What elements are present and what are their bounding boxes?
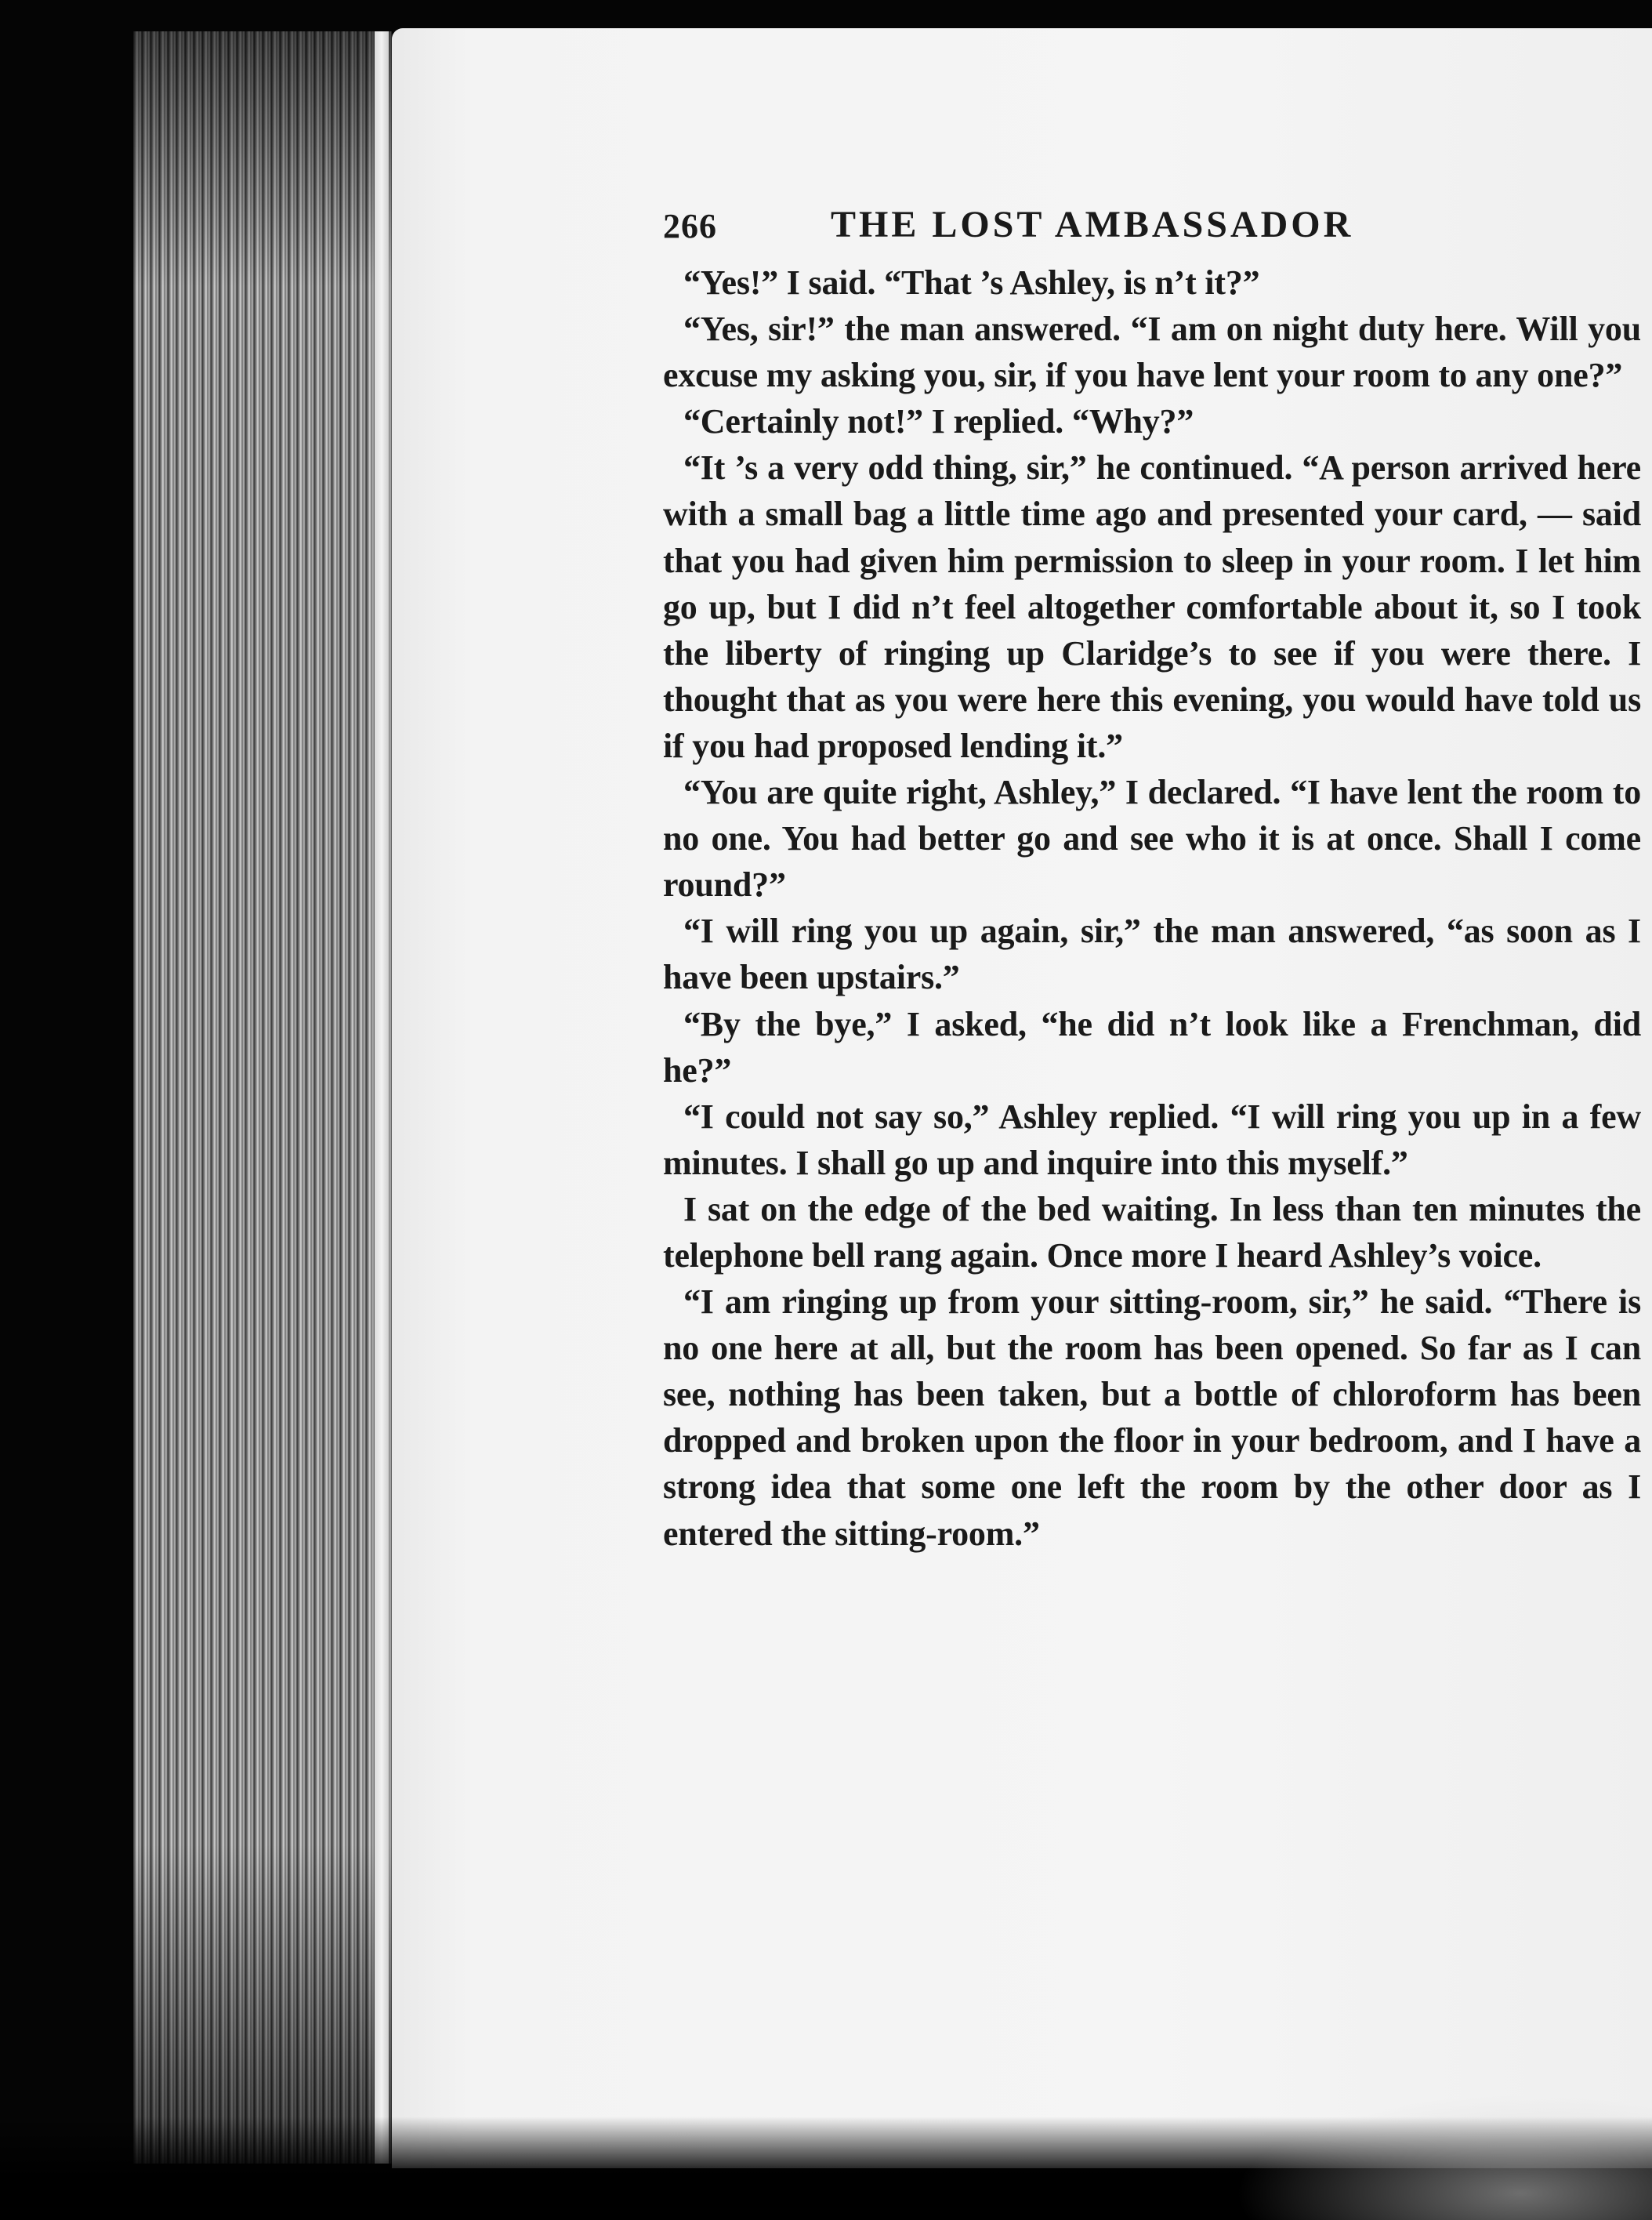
paragraph: “Yes!” I said. “That ’s Ashley, is n’t it?” [683, 263, 1260, 302]
running-head [663, 200, 1641, 259]
paragraph: “I will ring you up again, sir,” the man answered, “as soon as I have been upstairs.” [663, 912, 1641, 997]
paragraph: I sat on the edge of the bed waiting. In less than ten minutes the telephone bell rang again. Once more I heard Ashley’s voice. [663, 1189, 1641, 1275]
paragraph: “By the bye,” I asked, “he did n’t look like a Frenchman, did he?” [663, 1004, 1641, 1090]
paragraph: “Yes, sir!” the man answered. “I am on night duty here. Will you excuse my asking you, sir, if you have lent your room to any one?” [663, 310, 1641, 395]
page-text [663, 200, 1641, 1557]
page-number: 266 [663, 207, 717, 245]
page-edges [133, 31, 392, 2164]
paragraph: “Certainly not!” I replied. “Why?” [683, 402, 1194, 441]
paragraph: “It ’s a very odd thing, sir,” he continued. “A person arrived here with a small bag a little time ago and presented your card, — said that you had given him permission to sleep in your room. I let him go up, but I did n’t feel altogether comfortable about it, so I took the liberty of ringing up Claridge’s to see if you were there. I thought that as you were here this evening, you would have told us if you had proposed lending it.” [663, 448, 1641, 765]
paragraph: “I could not say so,” Ashley replied. “I will ring you up in a few minutes. I shall go up and inquire into this myself.” [663, 1097, 1641, 1182]
page-gutter [375, 31, 389, 2164]
running-title: THE LOST AMBASSADOR [831, 204, 1354, 245]
scan-artifact [1213, 2087, 1652, 2220]
paragraph: “I am ringing up from your sitting-room, sir,” he said. “There is no one here at all, but the room has been opened. So far as I can see, nothing has been taken, but a bottle of chloroform has been dropped and broken upon the floor in your bedroom, and I have a strong idea that some one left the room by the other door as I entered the sitting-room.” [663, 1282, 1641, 1553]
paragraph: “You are quite right, Ashley,” I declared. “I have lent the room to no one. You had better go and see who it is at once. Shall I come round?” [663, 773, 1641, 905]
